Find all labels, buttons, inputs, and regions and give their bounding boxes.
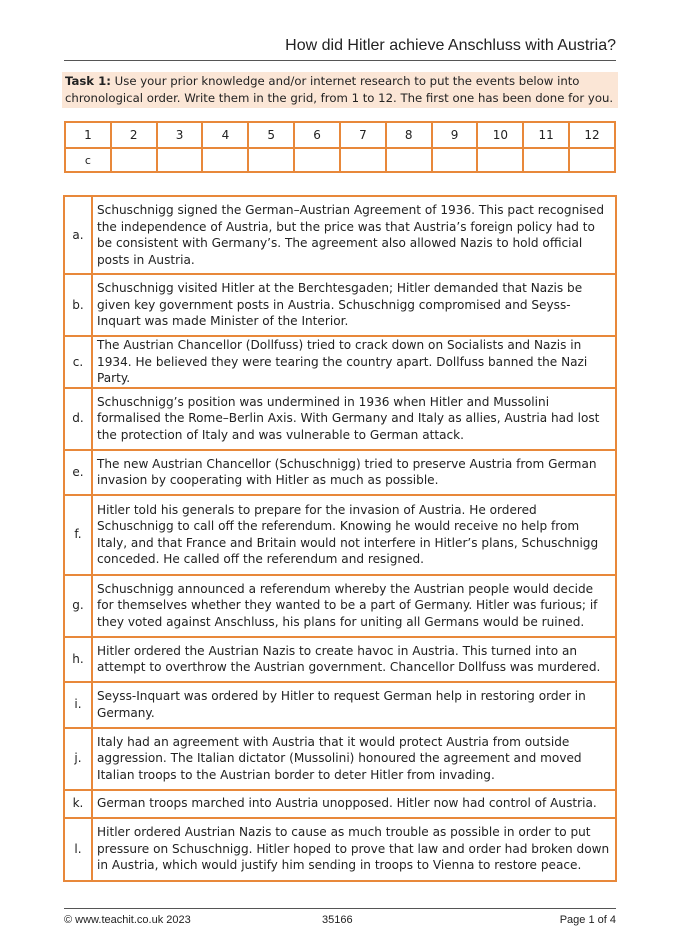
- event-letter: g.: [64, 575, 92, 637]
- grid-answer-cell[interactable]: c: [65, 148, 111, 172]
- grid-answer-cell[interactable]: [386, 148, 432, 172]
- task-instructions: [62, 72, 618, 108]
- event-row: [64, 274, 616, 336]
- event-letter: h.: [64, 637, 92, 682]
- event-letter: a.: [64, 196, 92, 274]
- grid-answer-cell[interactable]: [477, 148, 523, 172]
- event-text: Schuschnigg’s position was undermined in 1936 when Hitler and Mussolini formalised the Rome–Berlin Axis. With Germany and Italy as allies, Austria had lost the protection of Italy and was vulnerable to German attack.: [92, 388, 616, 450]
- event-text: Seyss-Inquart was ordered by Hitler to request German help in restoring order in Germany.: [92, 682, 616, 728]
- grid-answer-row: [65, 148, 615, 172]
- event-row: [64, 682, 616, 728]
- grid-number: 11: [523, 122, 569, 148]
- grid-number: 4: [202, 122, 248, 148]
- event-letter: k.: [64, 790, 92, 818]
- grid-number: 12: [569, 122, 615, 148]
- event-row: [64, 450, 616, 495]
- grid-number: 5: [248, 122, 294, 148]
- grid-answer-cell[interactable]: [202, 148, 248, 172]
- event-letter: j.: [64, 728, 92, 790]
- grid-number: 6: [294, 122, 340, 148]
- grid-number: 3: [157, 122, 203, 148]
- grid-answer-cell[interactable]: [523, 148, 569, 172]
- footer-copyright: © www.teachit.co.uk 2023: [64, 914, 191, 926]
- grid-number: 1: [65, 122, 111, 148]
- task-text: Use your prior knowledge and/or internet research to put the events below into chronological order. Write them in the grid, from 1 to 12. The first one has been done for you.: [65, 74, 614, 105]
- event-text: German troops marched into Austria unopposed. Hitler now had control of Austria.: [92, 790, 616, 818]
- event-row: [64, 637, 616, 682]
- grid-answer-cell[interactable]: [248, 148, 294, 172]
- event-row: [64, 336, 616, 388]
- grid-answer-cell[interactable]: [294, 148, 340, 172]
- event-text: Schuschnigg visited Hitler at the Berchtesgaden; Hitler demanded that Nazis be given key government posts in Austria. Schuschnigg compromised and Seyss-Inquart was made Minister of the Interior.: [92, 274, 616, 336]
- event-letter: e.: [64, 450, 92, 495]
- grid-number: 10: [477, 122, 523, 148]
- grid-answer-cell[interactable]: [569, 148, 615, 172]
- event-text: Hitler told his generals to prepare for the invasion of Austria. He ordered Schuschnigg to call off the referendum. Knowing he would receive no help from Italy, and that France and Britain would not interfere in Hitler’s plans, Schuschnigg conceded. He called off the referendum and resigned.: [92, 495, 616, 575]
- answer-grid: [64, 121, 616, 173]
- event-row: [64, 196, 616, 274]
- event-row: [64, 495, 616, 575]
- footer-page-number: Page 1 of 4: [559, 914, 616, 926]
- event-letter: b.: [64, 274, 92, 336]
- event-text: The new Austrian Chancellor (Schuschnigg) tried to preserve Austria from German invasion by cooperating with Hitler as much as possible.: [92, 450, 616, 495]
- grid-number: 8: [386, 122, 432, 148]
- event-row: [64, 575, 616, 637]
- event-letter: i.: [64, 682, 92, 728]
- event-letter: f.: [64, 495, 92, 575]
- task-label: Task 1:: [65, 74, 111, 88]
- grid-answer-cell[interactable]: [157, 148, 203, 172]
- page-footer: [64, 908, 616, 929]
- event-text: Schuschnigg announced a referendum whereby the Austrian people would decide for themselves whether they wanted to be a part of Germany. Hitler was furious; if they voted against Anschluss, his plans for uniting all Germans would be ruined.: [92, 575, 616, 637]
- grid-answer-cell[interactable]: [340, 148, 386, 172]
- grid-number: 2: [111, 122, 157, 148]
- grid-number: 9: [432, 122, 478, 148]
- event-text: Italy had an agreement with Austria that it would protect Austria from outside aggression. The Italian dictator (Mussolini) honoured the agreement and moved Italian troops to the Austrian border to deter Hitler from invading.: [92, 728, 616, 790]
- event-text: Hitler ordered Austrian Nazis to cause as much trouble as possible in order to put pressure on Schuschnigg. Hitler hoped to prove that law and order had broken down in Austria, which would justify him sending in troops to Vienna to restore peace.: [92, 818, 616, 881]
- grid-answer-cell[interactable]: [111, 148, 157, 172]
- event-row: [64, 388, 616, 450]
- event-letter: l.: [64, 818, 92, 881]
- event-row: [64, 790, 616, 818]
- event-letter: d.: [64, 388, 92, 450]
- grid-number-row: [65, 122, 615, 148]
- page-title: How did Hitler achieve Anschluss with Austria?: [64, 34, 616, 61]
- grid-number: 7: [340, 122, 386, 148]
- event-letter: c.: [64, 336, 92, 388]
- footer-code: 35166: [322, 914, 353, 926]
- event-text: Schuschnigg signed the German–Austrian Agreement of 1936. This pact recognised the independence of Austria, but the price was that Austria’s foreign policy had to be consistent with Germany’s. The agreement also allowed Nazis to hold official posts in Austria.: [92, 196, 616, 274]
- event-row: [64, 728, 616, 790]
- event-text: The Austrian Chancellor (Dollfuss) tried to crack down on Socialists and Nazis in 1934. He believed they were tearing the country apart. Dollfuss banned the Nazi Party.: [92, 336, 616, 388]
- event-row: [64, 818, 616, 881]
- event-text: Hitler ordered the Austrian Nazis to create havoc in Austria. This turned into an attempt to overthrow the Austrian government. Chancellor Dollfuss was murdered.: [92, 637, 616, 682]
- events-table: [63, 195, 617, 882]
- grid-answer-cell[interactable]: [432, 148, 478, 172]
